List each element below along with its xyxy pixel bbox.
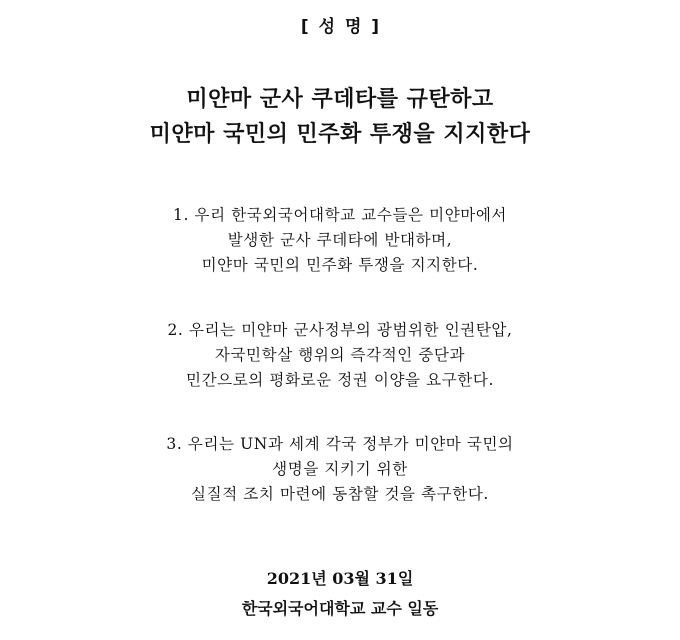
item-1-line-3: 미얀마 국민의 민주화 투쟁을 지지한다. [201, 256, 479, 274]
statement-signer: 한국외국어대학교 교수 일동 [241, 599, 439, 618]
item-3-line-3: 실질적 조치 마련에 동참할 것을 촉구한다. [191, 485, 489, 503]
item-3-line-2: 생명을 지키기 위한 [272, 460, 408, 478]
title-line-2: 미얀마 국민의 민주화 투쟁을 지지한다 [149, 122, 531, 147]
item-2-line-3: 민간으로의 평화로운 정권 이양을 요구한다. [186, 371, 494, 389]
statement-date: 2021년 03월 31일 [266, 569, 414, 588]
item-3-line-1: 3. 우리는 UN과 세계 각국 정부가 미얀마 국민의 [166, 435, 514, 453]
item-2-line-2: 자국민학살 행위의 즉각적인 중단과 [214, 346, 466, 364]
item-2-line-1: 2. 우리는 미얀마 군사정부의 광범위한 인권탄압, [167, 321, 513, 339]
item-1-line-2: 발생한 군사 쿠데타에 반대하며, [227, 231, 453, 249]
title-line-1: 미얀마 군사 쿠데타를 규탄하고 [186, 87, 494, 112]
item-1-line-1: 1. 우리 한국외국어대학교 교수들은 미얀마에서 [173, 206, 507, 224]
document-header: [ 성 명 ] [300, 17, 380, 37]
